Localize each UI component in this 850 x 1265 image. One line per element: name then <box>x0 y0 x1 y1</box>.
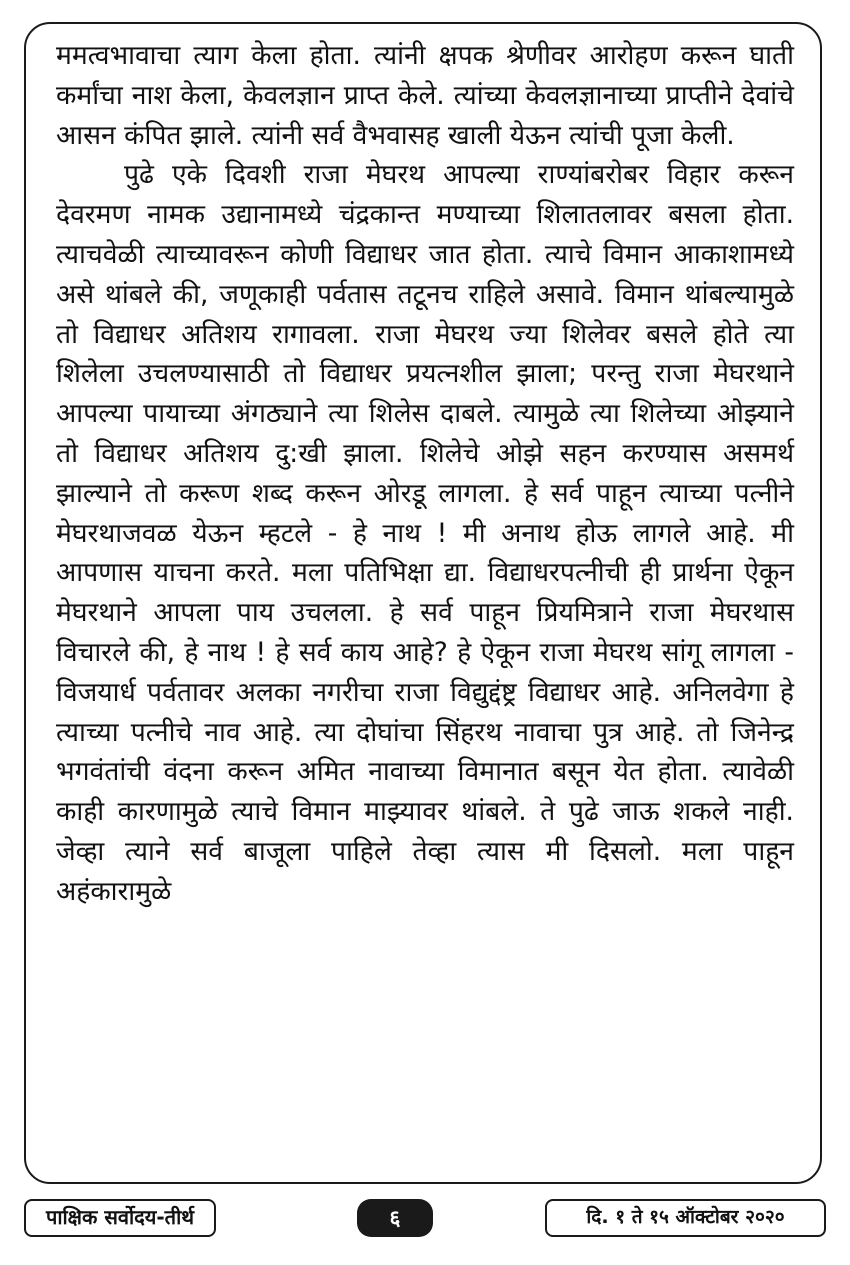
publication-name-box: पाक्षिक सर्वोदय-तीर्थ <box>24 1199 216 1237</box>
paragraph-continuation: ममत्वभावाचा त्याग केला होता. त्यांनी क्षपक श्रेणीवर आरोहण करून घाती कर्मांचा नाश केला, केवलज्ञान प्राप्त केले. त्यांच्या केवलज्ञानाच्या प्राप्तीने देवांचे आसन कंपित झाले. त्यांनी सर्व वैभवासह खाली येऊन त्यांची पूजा केली. <box>56 40 794 151</box>
issue-date-box: दि. १ ते १५ ऑक्टोबर २०२० <box>545 1199 826 1237</box>
paragraph-main: पुढे एके दिवशी राजा मेघरथ आपल्या राण्यांबरोबर विहार करून देवरमण नामक उद्यानामध्ये चंद्रकान्त मण्याच्या शिलातलावर बसला होता. त्याचवेळी त्याच्यावरून कोणी विद्याधर जात होता. त्याचे विमान आकाशामध्ये असे थांबले की, जणूकाही पर्वतास तटूनच राहिले असावे. विमान थांबल्यामुळे तो विद्याधर अतिशय रागावला. राजा मेघरथ ज्या शिलेवर बसले होते त्या शिलेला उचलण्यासाठी तो विद्याधर प्रयत्नशील झाला; परन्तु राजा मेघरथाने आपल्या पायाच्या अंगठ्याने त्या शिलेस दाबले. त्यामुळे त्या शिलेच्या ओझ्याने तो विद्याधर अतिशय दु:खी झाला. शिलेचे ओझे सहन करण्यास असमर्थ झाल्याने तो करूण शब्द करून ओरडू लागला. हे सर्व पाहून त्याच्या पत्नीने मेघरथाजवळ येऊन म्हटले - हे नाथ ! मी अनाथ होऊ लागले आहे. मी आपणास याचना करते. मला पतिभिक्षा द्या. विद्याधरपत्नीची ही प्रार्थना ऐकून मेघरथाने आपला पाय उचलला. हे सर्व पाहून प्रियमित्राने राजा मेघरथास विचारले की, हे नाथ ! हे सर्व काय आहे? हे ऐकून राजा मेघरथ सांगू लागला - विजयार्ध पर्वतावर अलका नगरीचा राजा विद्युद्दंष्ट्र विद्याधर आहे. अनिलवेगा हे त्याच्या पत्नीचे नाव आहे. त्या दोघांचा सिंहरथ नावाचा पुत्र आहे. तो जिनेन्द्र भगवंतांची वंदना करून अमित नावाच्या विमानात बसून येत होता. त्यावेळी काही कारणामुळे त्याचे विमान माझ्यावर थांबले. ते पुढे जाऊ शकले नाही. जेव्हा त्याने सर्व बाजूला पाहिले तेव्हा त्यास मी दिसलो. मला पाहून अहंकारामुळे <box>56 159 794 907</box>
page-number-badge: ६ <box>357 1199 433 1237</box>
article-body <box>56 36 794 912</box>
